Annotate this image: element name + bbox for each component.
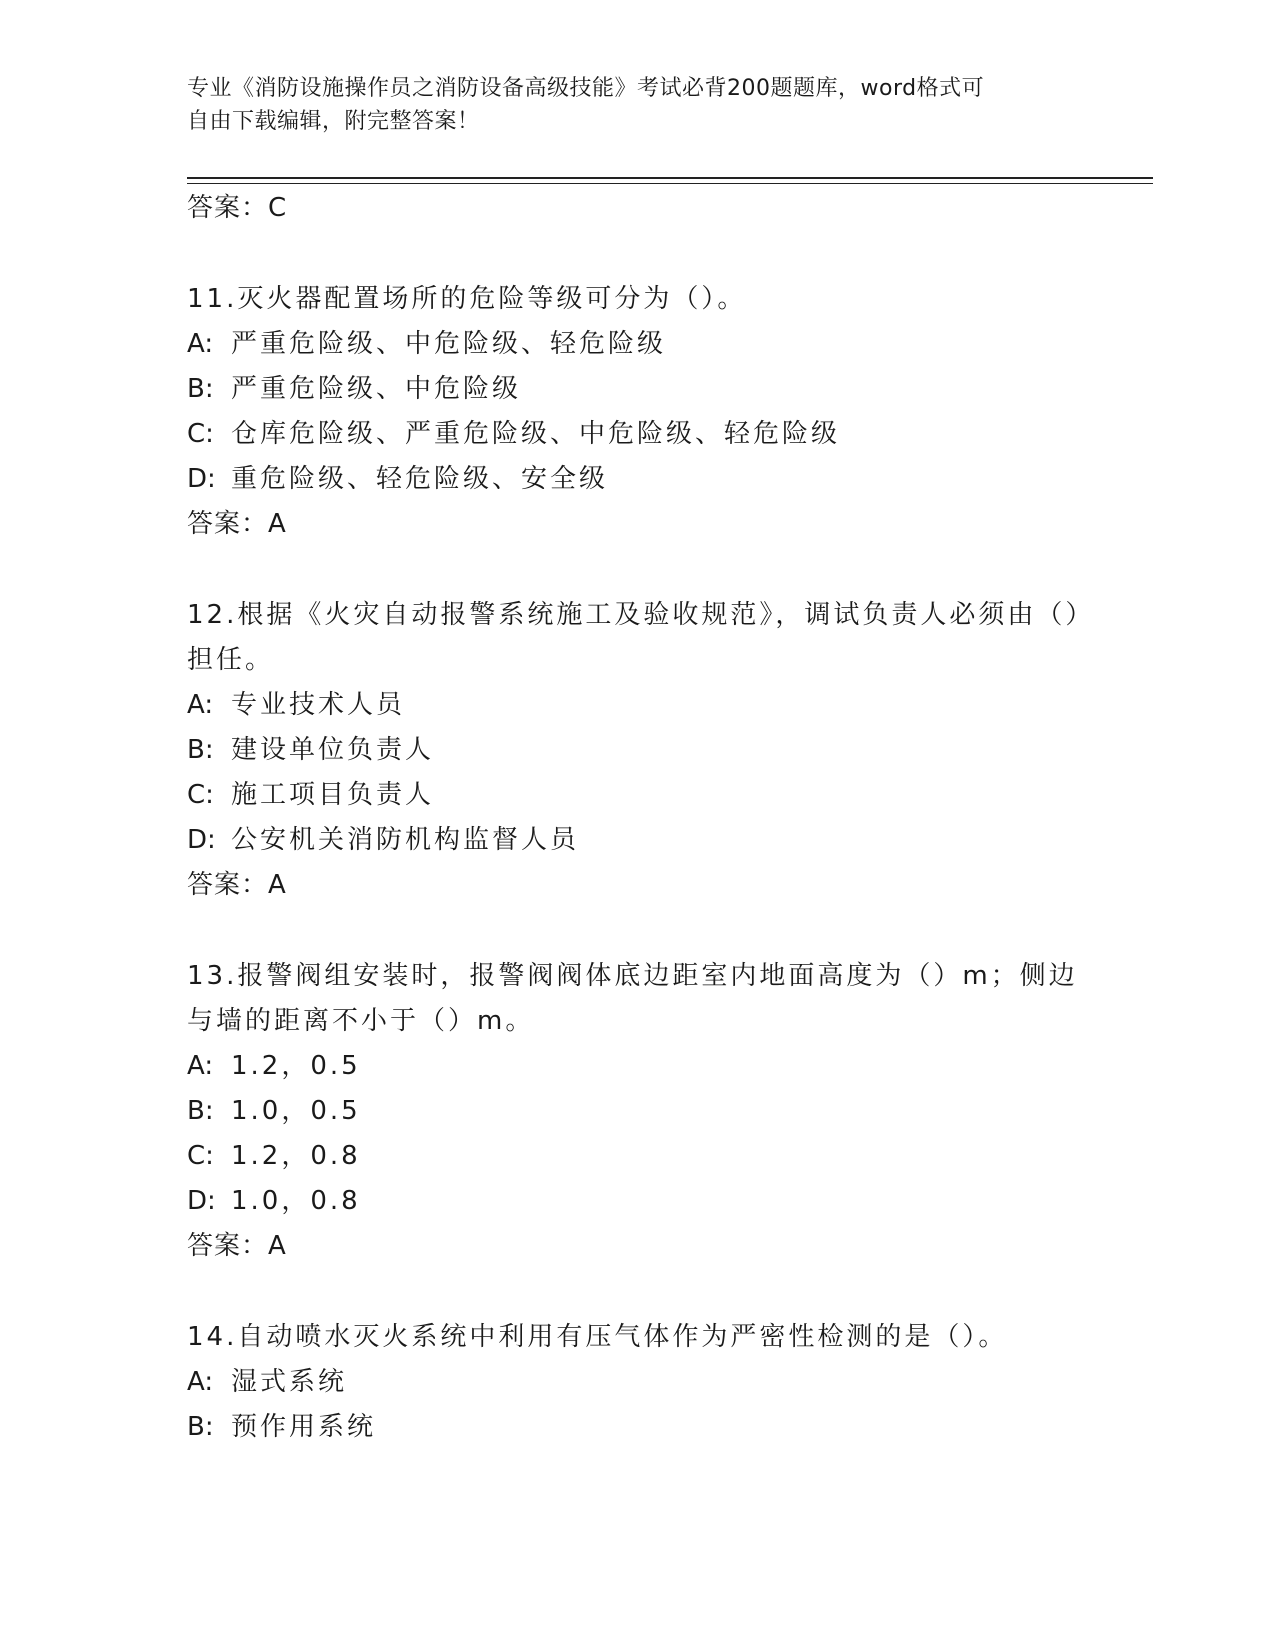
option-a: [187, 1360, 1087, 1405]
answer: 答案：A: [187, 1231, 287, 1261]
document-content: [187, 186, 1087, 1450]
question-text: 11.灭火器配置场所的危险等级可分为（）。: [187, 284, 747, 314]
option-d: [187, 457, 1087, 502]
option-letter: D:: [187, 825, 216, 855]
option-letter: C:: [187, 780, 214, 810]
option-text: 仓库危险级、严重危险级、中危险级、轻危险级: [231, 419, 841, 449]
answer: 答案：A: [187, 870, 287, 900]
option-text: 湿式系统: [231, 1367, 348, 1397]
option-a: [187, 683, 1087, 728]
option-letter: D:: [187, 1186, 216, 1216]
option-b: [187, 1405, 1087, 1450]
option-letter: B:: [187, 1096, 214, 1126]
option-letter: A:: [187, 329, 214, 359]
option-a: [187, 322, 1087, 367]
answer: 答案：A: [187, 509, 287, 539]
option-text: 重危险级、轻危险级、安全级: [231, 464, 609, 494]
option-text: 建设单位负责人: [231, 735, 435, 765]
option-b: [187, 728, 1087, 773]
option-b: [187, 367, 1087, 412]
option-d: [187, 818, 1087, 863]
option-text: 施工项目负责人: [231, 780, 435, 810]
question-text: 14.自动喷水灭火系统中利用有压气体作为严密性检测的是（）。: [187, 1322, 1008, 1352]
option-text: 公安机关消防机构监督人员: [231, 825, 580, 855]
option-text: 1.2，0.5: [231, 1051, 361, 1081]
header-rule-thin: [187, 183, 1153, 184]
option-text: 1.2，0.8: [231, 1141, 361, 1171]
option-a: [187, 1044, 1087, 1089]
option-letter: B:: [187, 1412, 214, 1442]
option-text: 1.0，0.5: [231, 1096, 361, 1126]
question-11: [187, 277, 1087, 547]
question-text: 12.根据《火灾自动报警系统施工及验收规范》，调试负责人必须由（）担任。: [187, 600, 1082, 675]
option-text: 专业技术人员: [231, 690, 406, 720]
option-letter: A:: [187, 1367, 214, 1397]
option-text: 1.0，0.8: [231, 1186, 361, 1216]
question-14: [187, 1315, 1087, 1450]
question-12: [187, 593, 1087, 908]
document-header: [187, 72, 1087, 138]
option-letter: A:: [187, 690, 214, 720]
header-rule-thick: [187, 177, 1153, 179]
question-text: 13.报警阀组安装时，报警阀阀体底边距室内地面高度为（）m；侧边与墙的距离不小于（）m。: [187, 961, 1078, 1036]
option-b: [187, 1089, 1087, 1134]
option-d: [187, 1179, 1087, 1224]
option-letter: B:: [187, 735, 214, 765]
option-c: [187, 773, 1087, 818]
header-title-line-1: 专业《消防设施操作员之消防设备高级技能》考试必背200题题库，word格式可: [187, 76, 985, 101]
option-letter: C:: [187, 419, 214, 449]
option-text: 严重危险级、中危险级: [231, 374, 522, 404]
option-letter: B:: [187, 374, 214, 404]
option-c: [187, 412, 1087, 457]
option-letter: A:: [187, 1051, 214, 1081]
option-text: 严重危险级、中危险级、轻危险级: [231, 329, 667, 359]
option-letter: D:: [187, 464, 216, 494]
option-letter: C:: [187, 1141, 214, 1171]
header-title-line-2: 自由下载编辑，附完整答案！: [187, 109, 480, 134]
question-13: [187, 954, 1087, 1269]
option-text: 预作用系统: [231, 1412, 377, 1442]
previous-answer: 答案：C: [187, 193, 288, 223]
option-c: [187, 1134, 1087, 1179]
